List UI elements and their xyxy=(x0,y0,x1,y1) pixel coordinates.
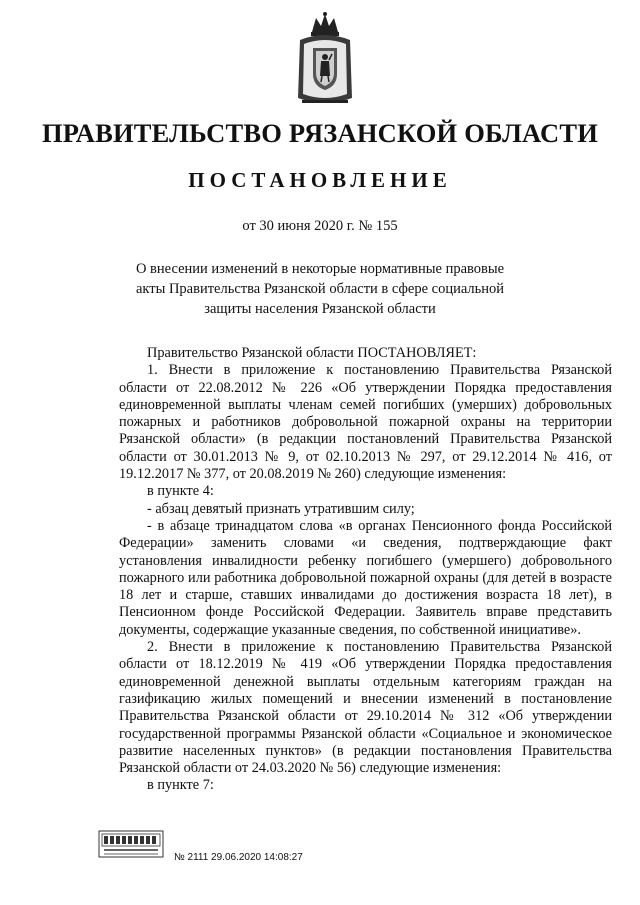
body-paragraph: - абзац девятый признать утратившим силу; xyxy=(147,500,415,517)
registration-number: № 2111 29.06.2020 14:08:27 xyxy=(174,852,303,863)
ryazan-coat-of-arms-icon xyxy=(294,10,356,110)
document-subject: О внесении изменений в некоторые нормативные правовые акты Правительства Рязанской области в сфере социальной защиты населения Рязанской области xyxy=(135,261,505,317)
body-paragraph: в пункте 7: xyxy=(147,777,214,794)
government-title: ПРАВИТЕЛЬСТВО РЯЗАНСКОЙ ОБЛАСТИ xyxy=(41,118,599,148)
document-footer xyxy=(98,830,498,870)
document-type: ПОСТАНОВЛЕНИЕ xyxy=(188,168,452,192)
body-paragraph: Правительство Рязанской области ПОСТАНОВЛЯЕТ: xyxy=(147,345,477,361)
body-paragraph: - в абзаце тринадцатом слова «в органах Пенсионного фонда Российской Федерации» заменить словами «и сведения, подтверждающие факт установления инвалидности ребенку погибшего (умершего) добровольного пожарного или работника добровольной пожарной охраны (для детей в возрасте 18 лет и старше, ставших инвалидами до достижения возраста 18 лет), в Пенсионном фонде Российской Федерации. Заявитель вправе представить документы, содержащие указанные сведения, по собственной инициативе». xyxy=(119,517,612,638)
registry-stamp-icon xyxy=(98,830,164,858)
body-paragraph: 2. Внести в приложение к постановлению Правительства Рязанской области от 18.12.2019 № 419 «Об утверждении Порядка предоставления единовременной денежной выплаты отдельным категориям граждан на газификацию жилых помещений и внесении изменений в постановление Правительства Рязанской области от 29.10.2014 № 312 «Об утверждении государственной программы Рязанской области «Социальное и экономическое развитие населенных пунктов» (в редакции постановления Правительства Рязанской области от 24.03.2020 № 56) следующие изменения: xyxy=(119,639,612,777)
document-body xyxy=(119,345,612,795)
body-paragraph: 1. Внести в приложение к постановлению Правительства Рязанской области от 22.08.2012 № 226 «Об утверждении Порядка предоставления единовременной выплаты членам семей погибших (умерших) добровольных пожарных и работников добровольной пожарной охраны на территории Рязанской области» (в редакции постановлений Правительства Рязанской области от 30.01.2013 № 9, от 02.10.2013 № 297, от 29.12.2014 № 416, от 19.12.2017 № 377, от 20.08.2019 № 260) следующие изменения: xyxy=(119,362,612,483)
body-paragraph: в пункте 4: xyxy=(147,483,214,500)
date-number: от 30 июня 2020 г. № 155 xyxy=(242,218,398,234)
